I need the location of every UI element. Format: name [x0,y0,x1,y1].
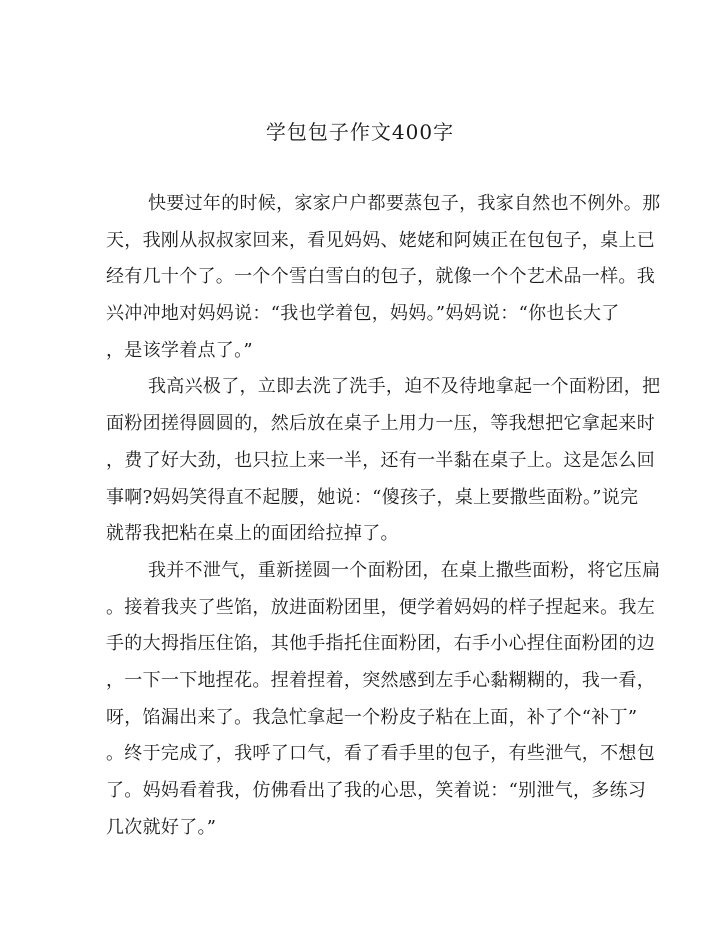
text-line: 。接着我夹了些馅，放进面粉团里，便学着妈妈的样子捏起来。我左 [106,596,655,618]
document-title: 学包包子作文400字 [265,120,455,144]
text-line: 。终于完成了，我呼了口气，看了看手里的包子，有些泄气，不想包 [106,743,655,765]
text-line: 天，我刚从叔叔家回来，看见妈妈、姥姥和阿姨正在包包子，桌上已 [106,229,655,251]
text-line: 经有几十个了。一个个雪白雪白的包子，就像一个个艺术品一样。我 [106,266,655,288]
text-line: 我高兴极了，立即去洗了洗手，迫不及待地拿起一个面粉团，把 [148,376,661,398]
text-line: ，费了好大劲，也只拉上来一半，还有一半黏在桌子上。这是怎么回 [106,449,655,471]
text-line: 我并不泄气，重新搓圆一个面粉团，在桌上撒些面粉，将它压扁 [148,559,661,581]
text-line: ，一下一下地捏花。捏着捏着，突然感到左手心黏糊糊的，我一看， [106,669,655,691]
paragraph [106,186,661,369]
paragraph [106,369,661,552]
text-line: ，是该学着点了。” [106,339,253,361]
text-line: 面粉团搓得圆圆的，然后放在桌子上用力一压，等我想把它拿起来时 [106,413,655,435]
text-line: 手的大拇指压住馅，其他手指托住面粉团，右手小心捏住面粉团的边 [106,633,655,655]
text-line: 事啊?妈妈笑得直不起腰，她说：“傻孩子，桌上要撒些面粉。”说完 [106,486,639,508]
paragraph [106,553,661,847]
text-line: 就帮我把粘在桌上的面团给拉掉了。 [106,523,399,545]
text-line: 了。妈妈看着我，仿佛看出了我的心思，笑着说：“别泄气，多练习 [106,780,647,801]
text-line: 兴冲冲地对妈妈说：“我也学着包，妈妈。”妈妈说：“你也长大了 [106,303,620,325]
text-line: 呀，馅漏出来了。我急忙拿起一个粉皮子粘在上面，补了个“补丁” [106,706,638,728]
text-line: 快要过年的时候，家家户户都要蒸包子，我家自然也不例外。那 [148,193,661,214]
text-line: 几次就好了。” [106,816,217,838]
document-body [106,186,661,846]
